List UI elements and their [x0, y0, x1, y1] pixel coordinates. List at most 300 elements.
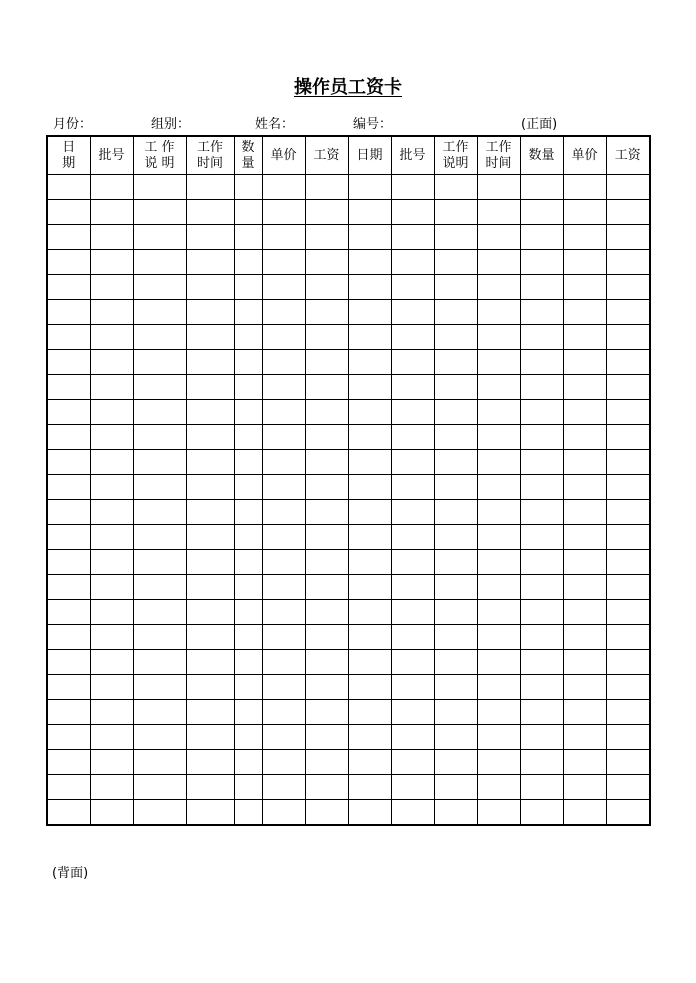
table-cell[interactable] — [391, 800, 434, 826]
table-cell[interactable] — [606, 775, 650, 800]
table-cell[interactable] — [186, 550, 234, 575]
table-cell[interactable] — [563, 350, 606, 375]
table-cell[interactable] — [477, 275, 520, 300]
table-cell[interactable] — [133, 200, 186, 225]
table-cell[interactable] — [186, 275, 234, 300]
table-cell[interactable] — [133, 400, 186, 425]
table-cell[interactable] — [234, 550, 262, 575]
table-cell[interactable] — [391, 675, 434, 700]
table-cell[interactable] — [348, 650, 391, 675]
table-cell[interactable] — [477, 375, 520, 400]
table-cell[interactable] — [47, 400, 90, 425]
table-cell[interactable] — [434, 750, 477, 775]
table-cell[interactable] — [47, 275, 90, 300]
table-cell[interactable] — [520, 250, 563, 275]
table-cell[interactable] — [563, 575, 606, 600]
table-cell[interactable] — [606, 175, 650, 200]
table-cell[interactable] — [305, 525, 348, 550]
table-cell[interactable] — [520, 775, 563, 800]
table-cell[interactable] — [477, 775, 520, 800]
table-cell[interactable] — [477, 625, 520, 650]
table-cell[interactable] — [391, 650, 434, 675]
table-cell[interactable] — [305, 325, 348, 350]
table-cell[interactable] — [348, 600, 391, 625]
table-cell[interactable] — [133, 725, 186, 750]
table-cell[interactable] — [391, 450, 434, 475]
table-cell[interactable] — [47, 175, 90, 200]
table-cell[interactable] — [234, 400, 262, 425]
table-cell[interactable] — [262, 700, 305, 725]
table-cell[interactable] — [90, 475, 133, 500]
table-cell[interactable] — [47, 200, 90, 225]
table-cell[interactable] — [47, 375, 90, 400]
table-cell[interactable] — [186, 600, 234, 625]
table-cell[interactable] — [606, 800, 650, 826]
table-cell[interactable] — [391, 225, 434, 250]
table-cell[interactable] — [563, 375, 606, 400]
table-cell[interactable] — [563, 525, 606, 550]
table-cell[interactable] — [186, 325, 234, 350]
table-cell[interactable] — [262, 550, 305, 575]
table-cell[interactable] — [262, 725, 305, 750]
table-cell[interactable] — [563, 750, 606, 775]
table-cell[interactable] — [434, 550, 477, 575]
table-cell[interactable] — [133, 500, 186, 525]
table-cell[interactable] — [348, 675, 391, 700]
table-cell[interactable] — [47, 775, 90, 800]
table-cell[interactable] — [262, 225, 305, 250]
table-cell[interactable] — [305, 275, 348, 300]
table-cell[interactable] — [262, 175, 305, 200]
table-cell[interactable] — [305, 550, 348, 575]
table-cell[interactable] — [234, 250, 262, 275]
table-cell[interactable] — [477, 550, 520, 575]
table-cell[interactable] — [606, 425, 650, 450]
table-cell[interactable] — [520, 400, 563, 425]
table-cell[interactable] — [90, 400, 133, 425]
table-cell[interactable] — [434, 700, 477, 725]
table-cell[interactable] — [133, 600, 186, 625]
table-cell[interactable] — [262, 650, 305, 675]
table-cell[interactable] — [90, 575, 133, 600]
table-cell[interactable] — [606, 350, 650, 375]
table-cell[interactable] — [262, 750, 305, 775]
table-cell[interactable] — [47, 225, 90, 250]
table-cell[interactable] — [434, 575, 477, 600]
table-cell[interactable] — [262, 450, 305, 475]
table-cell[interactable] — [234, 625, 262, 650]
table-cell[interactable] — [133, 350, 186, 375]
table-cell[interactable] — [520, 200, 563, 225]
table-cell[interactable] — [477, 450, 520, 475]
table-cell[interactable] — [477, 200, 520, 225]
table-cell[interactable] — [262, 625, 305, 650]
table-cell[interactable] — [90, 350, 133, 375]
table-cell[interactable] — [391, 575, 434, 600]
table-cell[interactable] — [606, 575, 650, 600]
table-cell[interactable] — [606, 600, 650, 625]
table-cell[interactable] — [305, 425, 348, 450]
table-cell[interactable] — [348, 225, 391, 250]
table-cell[interactable] — [348, 700, 391, 725]
table-cell[interactable] — [133, 525, 186, 550]
table-cell[interactable] — [348, 625, 391, 650]
table-cell[interactable] — [477, 325, 520, 350]
table-cell[interactable] — [477, 425, 520, 450]
table-cell[interactable] — [234, 225, 262, 250]
table-cell[interactable] — [234, 575, 262, 600]
table-cell[interactable] — [133, 325, 186, 350]
table-cell[interactable] — [133, 250, 186, 275]
table-cell[interactable] — [348, 525, 391, 550]
table-cell[interactable] — [348, 300, 391, 325]
table-cell[interactable] — [47, 325, 90, 350]
table-cell[interactable] — [186, 225, 234, 250]
table-cell[interactable] — [348, 450, 391, 475]
table-cell[interactable] — [434, 300, 477, 325]
table-cell[interactable] — [305, 500, 348, 525]
table-cell[interactable] — [563, 550, 606, 575]
table-cell[interactable] — [520, 800, 563, 826]
table-cell[interactable] — [234, 325, 262, 350]
table-cell[interactable] — [186, 750, 234, 775]
table-cell[interactable] — [563, 500, 606, 525]
table-cell[interactable] — [186, 300, 234, 325]
table-cell[interactable] — [186, 775, 234, 800]
table-cell[interactable] — [606, 475, 650, 500]
table-cell[interactable] — [434, 625, 477, 650]
table-cell[interactable] — [477, 300, 520, 325]
table-cell[interactable] — [133, 375, 186, 400]
table-cell[interactable] — [606, 625, 650, 650]
table-cell[interactable] — [234, 675, 262, 700]
table-cell[interactable] — [520, 175, 563, 200]
table-cell[interactable] — [391, 200, 434, 225]
table-cell[interactable] — [434, 200, 477, 225]
table-cell[interactable] — [391, 425, 434, 450]
table-cell[interactable] — [262, 400, 305, 425]
table-cell[interactable] — [391, 350, 434, 375]
table-cell[interactable] — [520, 375, 563, 400]
table-cell[interactable] — [90, 275, 133, 300]
table-cell[interactable] — [391, 700, 434, 725]
table-cell[interactable] — [520, 325, 563, 350]
table-cell[interactable] — [47, 300, 90, 325]
table-cell[interactable] — [186, 675, 234, 700]
table-cell[interactable] — [563, 650, 606, 675]
table-cell[interactable] — [47, 800, 90, 826]
table-cell[interactable] — [391, 600, 434, 625]
table-cell[interactable] — [305, 675, 348, 700]
table-cell[interactable] — [391, 475, 434, 500]
table-cell[interactable] — [348, 500, 391, 525]
table-cell[interactable] — [563, 475, 606, 500]
table-cell[interactable] — [90, 450, 133, 475]
table-cell[interactable] — [47, 625, 90, 650]
table-cell[interactable] — [391, 375, 434, 400]
table-cell[interactable] — [262, 500, 305, 525]
table-cell[interactable] — [434, 450, 477, 475]
table-cell[interactable] — [563, 225, 606, 250]
table-cell[interactable] — [434, 500, 477, 525]
table-cell[interactable] — [234, 475, 262, 500]
table-cell[interactable] — [434, 275, 477, 300]
table-cell[interactable] — [348, 475, 391, 500]
table-cell[interactable] — [305, 475, 348, 500]
table-cell[interactable] — [133, 300, 186, 325]
table-cell[interactable] — [133, 675, 186, 700]
table-cell[interactable] — [305, 650, 348, 675]
table-cell[interactable] — [391, 325, 434, 350]
table-cell[interactable] — [186, 475, 234, 500]
table-cell[interactable] — [606, 225, 650, 250]
table-cell[interactable] — [606, 275, 650, 300]
table-cell[interactable] — [47, 550, 90, 575]
table-cell[interactable] — [234, 775, 262, 800]
table-cell[interactable] — [186, 400, 234, 425]
table-cell[interactable] — [186, 200, 234, 225]
table-cell[interactable] — [234, 500, 262, 525]
table-cell[interactable] — [520, 600, 563, 625]
table-cell[interactable] — [262, 325, 305, 350]
table-cell[interactable] — [563, 325, 606, 350]
table-cell[interactable] — [90, 550, 133, 575]
table-cell[interactable] — [563, 700, 606, 725]
table-cell[interactable] — [262, 475, 305, 500]
table-cell[interactable] — [563, 425, 606, 450]
table-cell[interactable] — [47, 700, 90, 725]
table-cell[interactable] — [305, 750, 348, 775]
table-cell[interactable] — [186, 500, 234, 525]
table-cell[interactable] — [305, 200, 348, 225]
table-cell[interactable] — [234, 725, 262, 750]
table-cell[interactable] — [186, 575, 234, 600]
table-cell[interactable] — [348, 175, 391, 200]
table-cell[interactable] — [520, 275, 563, 300]
table-cell[interactable] — [477, 700, 520, 725]
table-cell[interactable] — [133, 575, 186, 600]
table-cell[interactable] — [520, 500, 563, 525]
table-cell[interactable] — [520, 750, 563, 775]
table-cell[interactable] — [133, 800, 186, 826]
table-cell[interactable] — [520, 550, 563, 575]
table-cell[interactable] — [477, 350, 520, 375]
table-cell[interactable] — [520, 650, 563, 675]
table-cell[interactable] — [234, 650, 262, 675]
table-cell[interactable] — [234, 175, 262, 200]
table-cell[interactable] — [348, 775, 391, 800]
table-cell[interactable] — [90, 600, 133, 625]
table-cell[interactable] — [234, 750, 262, 775]
table-cell[interactable] — [477, 675, 520, 700]
table-cell[interactable] — [348, 750, 391, 775]
table-cell[interactable] — [520, 700, 563, 725]
table-cell[interactable] — [90, 375, 133, 400]
table-cell[interactable] — [262, 200, 305, 225]
table-cell[interactable] — [305, 625, 348, 650]
table-cell[interactable] — [520, 450, 563, 475]
table-cell[interactable] — [348, 275, 391, 300]
table-cell[interactable] — [520, 475, 563, 500]
table-cell[interactable] — [262, 675, 305, 700]
table-cell[interactable] — [234, 200, 262, 225]
table-cell[interactable] — [520, 725, 563, 750]
table-cell[interactable] — [90, 325, 133, 350]
table-cell[interactable] — [348, 350, 391, 375]
table-cell[interactable] — [520, 525, 563, 550]
table-cell[interactable] — [305, 175, 348, 200]
table-cell[interactable] — [606, 200, 650, 225]
table-cell[interactable] — [234, 800, 262, 826]
table-cell[interactable] — [234, 275, 262, 300]
table-cell[interactable] — [133, 750, 186, 775]
table-cell[interactable] — [434, 725, 477, 750]
table-cell[interactable] — [262, 250, 305, 275]
table-cell[interactable] — [477, 225, 520, 250]
table-cell[interactable] — [348, 800, 391, 826]
table-cell[interactable] — [434, 475, 477, 500]
table-cell[interactable] — [305, 225, 348, 250]
table-cell[interactable] — [391, 175, 434, 200]
table-cell[interactable] — [391, 500, 434, 525]
table-cell[interactable] — [262, 775, 305, 800]
table-cell[interactable] — [606, 650, 650, 675]
table-cell[interactable] — [133, 625, 186, 650]
table-cell[interactable] — [186, 800, 234, 826]
table-cell[interactable] — [186, 375, 234, 400]
table-cell[interactable] — [348, 550, 391, 575]
table-cell[interactable] — [305, 775, 348, 800]
table-cell[interactable] — [262, 300, 305, 325]
table-cell[interactable] — [133, 550, 186, 575]
table-cell[interactable] — [391, 250, 434, 275]
table-cell[interactable] — [186, 725, 234, 750]
table-cell[interactable] — [563, 200, 606, 225]
table-cell[interactable] — [305, 450, 348, 475]
table-cell[interactable] — [606, 725, 650, 750]
table-cell[interactable] — [434, 175, 477, 200]
table-cell[interactable] — [477, 525, 520, 550]
table-cell[interactable] — [47, 450, 90, 475]
table-cell[interactable] — [133, 175, 186, 200]
table-cell[interactable] — [186, 650, 234, 675]
table-cell[interactable] — [434, 225, 477, 250]
table-cell[interactable] — [47, 675, 90, 700]
table-cell[interactable] — [606, 525, 650, 550]
table-cell[interactable] — [234, 425, 262, 450]
table-cell[interactable] — [47, 425, 90, 450]
table-cell[interactable] — [348, 250, 391, 275]
table-cell[interactable] — [391, 550, 434, 575]
table-cell[interactable] — [90, 425, 133, 450]
table-cell[interactable] — [348, 725, 391, 750]
table-cell[interactable] — [234, 600, 262, 625]
table-cell[interactable] — [434, 425, 477, 450]
table-cell[interactable] — [477, 725, 520, 750]
table-cell[interactable] — [234, 525, 262, 550]
table-cell[interactable] — [234, 300, 262, 325]
table-cell[interactable] — [563, 800, 606, 826]
table-cell[interactable] — [606, 325, 650, 350]
table-cell[interactable] — [47, 575, 90, 600]
table-cell[interactable] — [305, 300, 348, 325]
table-cell[interactable] — [434, 675, 477, 700]
table-cell[interactable] — [186, 700, 234, 725]
table-cell[interactable] — [133, 475, 186, 500]
table-cell[interactable] — [606, 450, 650, 475]
table-cell[interactable] — [47, 600, 90, 625]
table-cell[interactable] — [563, 450, 606, 475]
table-cell[interactable] — [520, 225, 563, 250]
table-cell[interactable] — [47, 250, 90, 275]
table-cell[interactable] — [133, 650, 186, 675]
table-cell[interactable] — [391, 725, 434, 750]
table-cell[interactable] — [90, 725, 133, 750]
table-cell[interactable] — [305, 250, 348, 275]
table-cell[interactable] — [434, 600, 477, 625]
table-cell[interactable] — [563, 400, 606, 425]
table-cell[interactable] — [477, 400, 520, 425]
table-cell[interactable] — [90, 175, 133, 200]
table-cell[interactable] — [434, 800, 477, 826]
table-cell[interactable] — [434, 350, 477, 375]
table-cell[interactable] — [186, 250, 234, 275]
table-cell[interactable] — [262, 800, 305, 826]
table-cell[interactable] — [563, 250, 606, 275]
table-cell[interactable] — [606, 675, 650, 700]
table-cell[interactable] — [262, 375, 305, 400]
table-cell[interactable] — [477, 500, 520, 525]
table-cell[interactable] — [234, 375, 262, 400]
table-cell[interactable] — [477, 750, 520, 775]
table-cell[interactable] — [133, 775, 186, 800]
table-cell[interactable] — [90, 225, 133, 250]
table-cell[interactable] — [434, 325, 477, 350]
table-cell[interactable] — [90, 625, 133, 650]
table-cell[interactable] — [348, 325, 391, 350]
table-cell[interactable] — [606, 550, 650, 575]
table-cell[interactable] — [90, 700, 133, 725]
table-cell[interactable] — [90, 250, 133, 275]
table-cell[interactable] — [391, 625, 434, 650]
table-cell[interactable] — [305, 800, 348, 826]
table-cell[interactable] — [305, 725, 348, 750]
table-cell[interactable] — [434, 775, 477, 800]
table-cell[interactable] — [520, 575, 563, 600]
table-cell[interactable] — [305, 400, 348, 425]
table-cell[interactable] — [47, 525, 90, 550]
table-cell[interactable] — [348, 200, 391, 225]
table-cell[interactable] — [133, 700, 186, 725]
table-cell[interactable] — [563, 600, 606, 625]
table-cell[interactable] — [348, 400, 391, 425]
table-cell[interactable] — [234, 350, 262, 375]
table-cell[interactable] — [391, 400, 434, 425]
table-cell[interactable] — [47, 725, 90, 750]
table-cell[interactable] — [477, 650, 520, 675]
table-cell[interactable] — [520, 350, 563, 375]
table-cell[interactable] — [262, 350, 305, 375]
table-cell[interactable] — [186, 625, 234, 650]
table-cell[interactable] — [606, 250, 650, 275]
table-cell[interactable] — [563, 625, 606, 650]
table-cell[interactable] — [520, 300, 563, 325]
table-cell[interactable] — [305, 600, 348, 625]
table-cell[interactable] — [606, 750, 650, 775]
table-cell[interactable] — [47, 350, 90, 375]
table-cell[interactable] — [90, 300, 133, 325]
table-cell[interactable] — [391, 275, 434, 300]
